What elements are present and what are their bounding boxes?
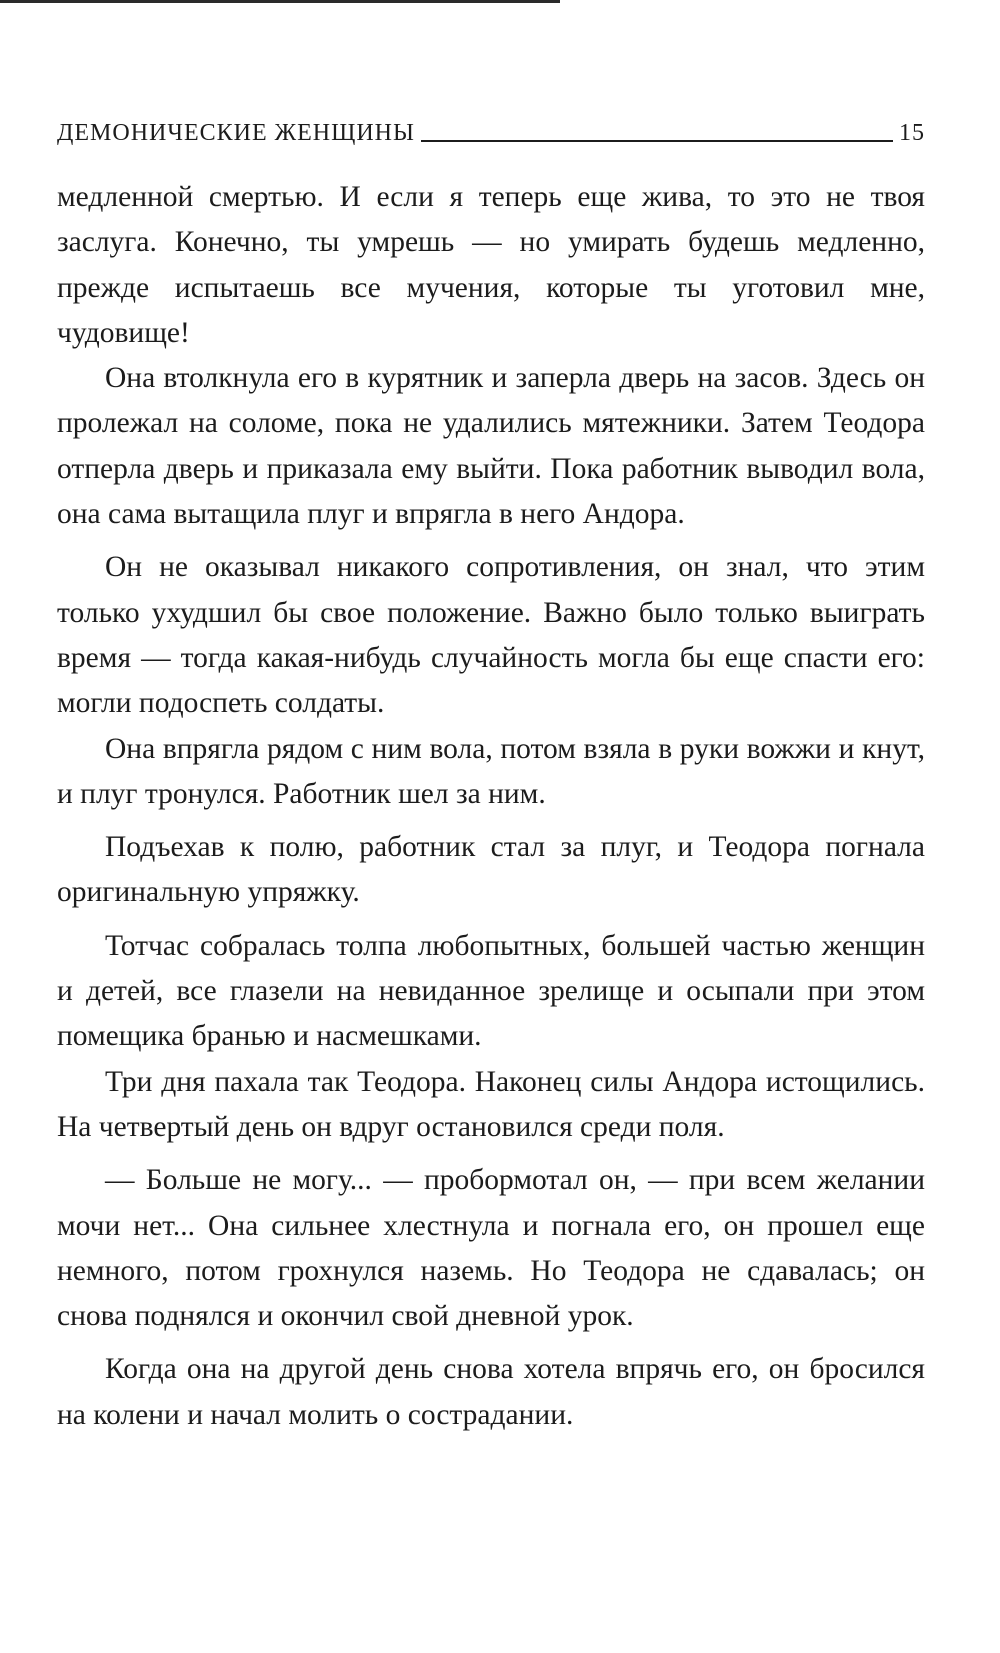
paragraph: Подъехав к полю, работник стал за плуг, и Теодора погнала оригинальную упряжку. [57,831,925,909]
header-rule [421,140,893,142]
paragraph: Она втолкнула его в курятник и заперла дверь на засов. Здесь он пролежал на соломе, пока не удалились мятежники. Затем Теодора отперла дверь и приказала ему выйти. Пока работник выводил вола, она сама вытащила плуг и впрягла в него Андора. [57,362,925,531]
page-body [57,175,925,1438]
paragraph: медленной смертью. И если я теперь еще жива, то это не твоя заслуга. Конечно, ты умрешь — но умирать будешь медленно, прежде испытаешь все мучения, которые ты уготовил мне, чудовище! [57,181,925,349]
paragraph: Она впрягла рядом с ним вола, потом взяла в руки вожжи и кнут, и плуг тронулся. Работник шел за ним. [57,732,925,810]
paragraph: Три дня пахала так Теодора. Наконец силы Андора истощились. На четвертый день он вдруг остановился среди поля. [57,1065,925,1143]
paragraph: Тотчас собралась толпа любопытных, большей частью женщин и детей, все глазели на невиданное зрелище и осыпали при этом помещика бранью и насмешками. [57,929,925,1053]
paragraph: Когда она на другой день снова хотела впрячь его, он бросился на колени и начал молить о сострадании. [57,1353,925,1431]
running-title: ДЕМОНИЧЕСКИЕ ЖЕНЩИНЫ [57,120,415,146]
running-header [57,120,925,147]
page-number: 15 [899,120,925,146]
scan-top-edge [0,0,560,3]
paragraph: Он не оказывал никакого сопротивления, он знал, что этим только ухудшил бы свое положение. Важно было только выиграть время — тогда какая-нибудь случайность могла бы еще спасти его: могли подоспеть солдаты. [57,551,925,720]
paragraph: — Больше не могу... — пробормотал он, — при всем желании мочи нет... Она сильнее хлестнула и погнала его, он прошел еще немного, потом грохнулся наземь. Но Теодора не сдавалась; он снова поднялся и окончил свой дневной урок. [57,1164,925,1333]
